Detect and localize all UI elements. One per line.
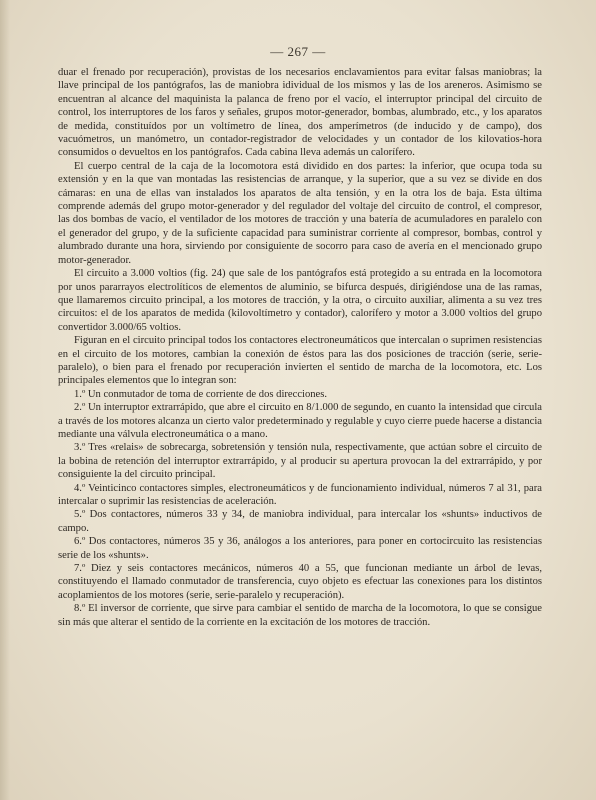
paragraph: 2.º Un interruptor extrarrápido, que abre el circuito en 8/1.000 de segundo, en cuanto la intensidad que circula a través de los motores alcanza un cierto valor predeterminado y regulable y cuyo cierre puede hacerse a distancia mediante una válvula electroneumática o a mano. bbox=[58, 402, 542, 440]
paragraph: 4.º Veinticinco contactores simples, electroneumáticos y de funcionamiento individual, números 7 al 31, para intercalar o suprimir las resistencias de aceleración. bbox=[58, 482, 542, 507]
paragraph: 1.º Un conmutador de toma de corriente de dos direcciones. bbox=[74, 388, 328, 400]
paragraph: Figuran en el circuito principal todos los contactores electroneumáticos que intercalan o suprimen resistencias en el circuito de los motores, cambian la conexión de éstos para las dos posiciones de tracción (serie, serie-paralelo), o bien para el frenado por recuperación invierten el sentido de marcha de la locomotora, etc. Los principales elementos que lo integran son: bbox=[58, 335, 542, 387]
paragraph: El cuerpo central de la caja de la locomotora está dividido en dos partes: la inferior, que ocupa toda su extensión y en la que van montadas las resistencias de arranque, y la superior, que a su vez se divide en dos cámaras: en una de ellas van instalados los aparatos de alta tensión, y en la otra los de baja. Esta última comprende además del grupo motor-generador y del regulador del voltaje del circuito de control, el compresor, las dos bombas de vacío, el ventilador de los motores de tracción y una batería de acumuladores en paralelo con el generador del grupo, y de la suficiente capacidad para suministrar corriente al compresor, bombas, control y alumbrado durante una hora, sirviendo por consiguiente de socorro para caso de avería en el mencionado grupo motor-generador. bbox=[58, 160, 542, 266]
body-text bbox=[58, 66, 542, 629]
paragraph: duar el frenado por recuperación), provistas de los necesarios enclavamientos para evitar falsas maniobras; la llave principal de los pantógrafos, las de maniobra idividual de los mismos y las de los areneros. Asimismo se encuentran al alcance del maquinista la palanca de freno por el vacío, el interruptor principal del circuito de control, los interruptores de los faros y señales, grupos motor-generador, bombas, alumbrado, etc., y los aparatos de medida, constituídos por un voltímetro de línea, dos amperímetros (de inducido y de campo), dos vacuómetros, un manómetro, un contador-registrador de velocidades y un contador de los kilovatios-hora consumidos o devueltos en los pantógrafos. Cada cabina lleva además un calorífero. bbox=[58, 67, 542, 159]
paragraph: 7.º Diez y seis contactores mecánicos, números 40 a 55, que funcionan mediante un árbol de levas, constituyendo el llamado conmutador de transferencia, cuyo objeto es efectuar las conexiones para los distintos acoplamientos de los motores (serie, serie-paralelo y recuperación). bbox=[58, 563, 542, 601]
paragraph: 5.º Dos contactores, números 33 y 34, de maniobra individual, para intercalar los «shunts» inductivos de campo. bbox=[58, 509, 542, 534]
page-number: — 267 — bbox=[270, 44, 326, 59]
paragraph: 8.º El inversor de corriente, que sirve para cambiar el sentido de marcha de la locomotora, lo que se consigue sin más que alterar el sentido de la corriente en la excitación de los motores de tracción. bbox=[58, 603, 542, 628]
paragraph: El circuito a 3.000 voltios (fig. 24) que sale de los pantógrafos está protegido a su entrada en la locomotora por unos pararrayos electrolíticos de elementos de aluminio, se bifurca después, dirigiéndose una de las ramas, que llamaremos circuito principal, a los motores de tracción, y la otra, o circuito auxiliar, alimenta a su vez tres circuitos: el de los aparatos de medida (kilovoltímetro y contador), calorífero y motor a 3.000 voltios del grupo convertidor 3.000/65 voltios. bbox=[58, 268, 542, 333]
page-edge-shadow bbox=[0, 0, 10, 800]
paragraph: 6.º Dos contactores, números 35 y 36, análogos a los anteriores, para poner en cortocircuito las resistencias serie de los «shunts». bbox=[58, 536, 542, 561]
paragraph: 3.º Tres «relais» de sobrecarga, sobretensión y tensión nula, respectivamente, que actúan sobre el circuito de la bobina de retención del interruptor extrarrápido, y al producir su apertura provocan la del extrarrápido, y por consiguiente la del circuito principal. bbox=[58, 442, 542, 481]
